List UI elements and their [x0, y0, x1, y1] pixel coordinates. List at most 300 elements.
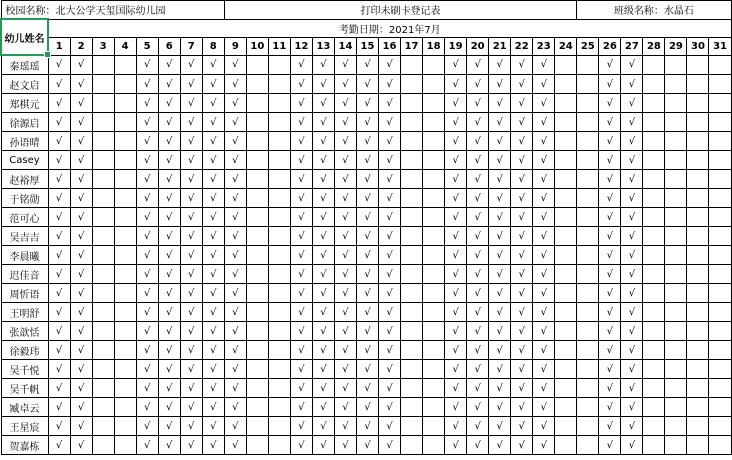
child-name-cell[interactable]: 贺嘉栋: [1, 436, 48, 455]
check-mark-cell[interactable]: √: [334, 436, 356, 455]
empty-cell[interactable]: [555, 246, 577, 265]
check-mark-cell[interactable]: √: [158, 189, 180, 208]
empty-cell[interactable]: [114, 227, 136, 246]
empty-cell[interactable]: [665, 398, 687, 417]
empty-cell[interactable]: [577, 55, 599, 75]
empty-cell[interactable]: [555, 436, 577, 455]
empty-cell[interactable]: [643, 94, 665, 113]
empty-cell[interactable]: [401, 113, 423, 132]
check-mark-cell[interactable]: √: [224, 284, 246, 303]
check-mark-cell[interactable]: √: [445, 227, 467, 246]
day-header-21[interactable]: 21: [489, 37, 511, 55]
empty-cell[interactable]: [665, 341, 687, 360]
empty-cell[interactable]: [114, 170, 136, 189]
check-mark-cell[interactable]: √: [158, 75, 180, 94]
empty-cell[interactable]: [665, 379, 687, 398]
check-mark-cell[interactable]: √: [489, 113, 511, 132]
check-mark-cell[interactable]: √: [312, 246, 334, 265]
check-mark-cell[interactable]: √: [158, 208, 180, 227]
child-name-cell[interactable]: 徐源启: [1, 113, 48, 132]
check-mark-cell[interactable]: √: [334, 341, 356, 360]
empty-cell[interactable]: [555, 55, 577, 75]
empty-cell[interactable]: [687, 436, 709, 455]
day-header-6[interactable]: 6: [158, 37, 180, 55]
check-mark-cell[interactable]: √: [70, 303, 92, 322]
check-mark-cell[interactable]: √: [202, 265, 224, 284]
empty-cell[interactable]: [687, 227, 709, 246]
check-mark-cell[interactable]: √: [158, 170, 180, 189]
check-mark-cell[interactable]: √: [158, 55, 180, 75]
check-mark-cell[interactable]: √: [136, 341, 158, 360]
empty-cell[interactable]: [687, 208, 709, 227]
day-header-18[interactable]: 18: [423, 37, 445, 55]
empty-cell[interactable]: [577, 227, 599, 246]
check-mark-cell[interactable]: √: [445, 170, 467, 189]
check-mark-cell[interactable]: √: [511, 189, 533, 208]
check-mark-cell[interactable]: √: [511, 55, 533, 75]
check-mark-cell[interactable]: √: [70, 360, 92, 379]
empty-cell[interactable]: [709, 417, 731, 436]
empty-cell[interactable]: [643, 151, 665, 170]
check-mark-cell[interactable]: √: [356, 208, 378, 227]
empty-cell[interactable]: [665, 265, 687, 284]
empty-cell[interactable]: [92, 360, 114, 379]
check-mark-cell[interactable]: √: [467, 436, 489, 455]
empty-cell[interactable]: [555, 132, 577, 151]
check-mark-cell[interactable]: √: [533, 436, 555, 455]
check-mark-cell[interactable]: √: [445, 398, 467, 417]
empty-cell[interactable]: [423, 322, 445, 341]
empty-cell[interactable]: [401, 75, 423, 94]
check-mark-cell[interactable]: √: [224, 208, 246, 227]
check-mark-cell[interactable]: √: [158, 227, 180, 246]
empty-cell[interactable]: [268, 436, 290, 455]
check-mark-cell[interactable]: √: [356, 113, 378, 132]
check-mark-cell[interactable]: √: [489, 170, 511, 189]
empty-cell[interactable]: [555, 379, 577, 398]
check-mark-cell[interactable]: √: [290, 246, 312, 265]
check-mark-cell[interactable]: √: [70, 227, 92, 246]
check-mark-cell[interactable]: √: [48, 151, 70, 170]
check-mark-cell[interactable]: √: [136, 75, 158, 94]
check-mark-cell[interactable]: √: [70, 379, 92, 398]
day-header-29[interactable]: 29: [665, 37, 687, 55]
check-mark-cell[interactable]: √: [599, 132, 621, 151]
check-mark-cell[interactable]: √: [290, 208, 312, 227]
day-header-31[interactable]: 31: [709, 37, 731, 55]
check-mark-cell[interactable]: √: [70, 398, 92, 417]
check-mark-cell[interactable]: √: [48, 94, 70, 113]
check-mark-cell[interactable]: √: [312, 379, 334, 398]
empty-cell[interactable]: [268, 398, 290, 417]
empty-cell[interactable]: [555, 227, 577, 246]
check-mark-cell[interactable]: √: [180, 132, 202, 151]
check-mark-cell[interactable]: √: [334, 303, 356, 322]
check-mark-cell[interactable]: √: [334, 322, 356, 341]
check-mark-cell[interactable]: √: [48, 341, 70, 360]
empty-cell[interactable]: [577, 436, 599, 455]
check-mark-cell[interactable]: √: [180, 151, 202, 170]
check-mark-cell[interactable]: √: [70, 417, 92, 436]
check-mark-cell[interactable]: √: [158, 436, 180, 455]
check-mark-cell[interactable]: √: [489, 417, 511, 436]
day-header-23[interactable]: 23: [533, 37, 555, 55]
check-mark-cell[interactable]: √: [136, 417, 158, 436]
empty-cell[interactable]: [423, 360, 445, 379]
check-mark-cell[interactable]: √: [158, 360, 180, 379]
check-mark-cell[interactable]: √: [136, 208, 158, 227]
empty-cell[interactable]: [114, 379, 136, 398]
check-mark-cell[interactable]: √: [599, 113, 621, 132]
empty-cell[interactable]: [268, 341, 290, 360]
check-mark-cell[interactable]: √: [70, 170, 92, 189]
day-header-2[interactable]: 2: [70, 37, 92, 55]
check-mark-cell[interactable]: √: [48, 55, 70, 75]
check-mark-cell[interactable]: √: [224, 436, 246, 455]
check-mark-cell[interactable]: √: [599, 208, 621, 227]
child-name-cell[interactable]: 王明舒: [1, 303, 48, 322]
check-mark-cell[interactable]: √: [489, 227, 511, 246]
check-mark-cell[interactable]: √: [48, 398, 70, 417]
check-mark-cell[interactable]: √: [379, 417, 401, 436]
check-mark-cell[interactable]: √: [356, 284, 378, 303]
empty-cell[interactable]: [709, 94, 731, 113]
empty-cell[interactable]: [687, 132, 709, 151]
check-mark-cell[interactable]: √: [467, 189, 489, 208]
check-mark-cell[interactable]: √: [290, 322, 312, 341]
check-mark-cell[interactable]: √: [312, 227, 334, 246]
empty-cell[interactable]: [709, 55, 731, 75]
check-mark-cell[interactable]: √: [489, 303, 511, 322]
day-header-19[interactable]: 19: [445, 37, 467, 55]
empty-cell[interactable]: [268, 55, 290, 75]
empty-cell[interactable]: [114, 132, 136, 151]
child-name-cell[interactable]: 赵文启: [1, 75, 48, 94]
empty-cell[interactable]: [423, 151, 445, 170]
check-mark-cell[interactable]: √: [202, 170, 224, 189]
empty-cell[interactable]: [92, 113, 114, 132]
day-header-1[interactable]: 1: [48, 37, 70, 55]
check-mark-cell[interactable]: √: [136, 246, 158, 265]
day-header-9[interactable]: 9: [224, 37, 246, 55]
day-header-14[interactable]: 14: [334, 37, 356, 55]
empty-cell[interactable]: [687, 398, 709, 417]
day-header-3[interactable]: 3: [92, 37, 114, 55]
check-mark-cell[interactable]: √: [356, 265, 378, 284]
check-mark-cell[interactable]: √: [621, 265, 643, 284]
empty-cell[interactable]: [709, 75, 731, 94]
check-mark-cell[interactable]: √: [48, 303, 70, 322]
check-mark-cell[interactable]: √: [136, 322, 158, 341]
check-mark-cell[interactable]: √: [467, 303, 489, 322]
check-mark-cell[interactable]: √: [467, 246, 489, 265]
empty-cell[interactable]: [709, 227, 731, 246]
check-mark-cell[interactable]: √: [599, 55, 621, 75]
empty-cell[interactable]: [246, 75, 268, 94]
empty-cell[interactable]: [401, 132, 423, 151]
empty-cell[interactable]: [643, 322, 665, 341]
check-mark-cell[interactable]: √: [312, 208, 334, 227]
empty-cell[interactable]: [709, 113, 731, 132]
empty-cell[interactable]: [665, 189, 687, 208]
check-mark-cell[interactable]: √: [445, 55, 467, 75]
empty-cell[interactable]: [92, 284, 114, 303]
check-mark-cell[interactable]: √: [445, 94, 467, 113]
check-mark-cell[interactable]: √: [136, 436, 158, 455]
check-mark-cell[interactable]: √: [445, 341, 467, 360]
check-mark-cell[interactable]: √: [379, 379, 401, 398]
empty-cell[interactable]: [665, 246, 687, 265]
check-mark-cell[interactable]: √: [379, 55, 401, 75]
check-mark-cell[interactable]: √: [312, 398, 334, 417]
check-mark-cell[interactable]: √: [533, 284, 555, 303]
check-mark-cell[interactable]: √: [599, 265, 621, 284]
check-mark-cell[interactable]: √: [334, 417, 356, 436]
empty-cell[interactable]: [577, 379, 599, 398]
empty-cell[interactable]: [114, 75, 136, 94]
empty-cell[interactable]: [268, 379, 290, 398]
empty-cell[interactable]: [555, 75, 577, 94]
check-mark-cell[interactable]: √: [202, 227, 224, 246]
check-mark-cell[interactable]: √: [379, 436, 401, 455]
check-mark-cell[interactable]: √: [356, 227, 378, 246]
check-mark-cell[interactable]: √: [202, 208, 224, 227]
check-mark-cell[interactable]: √: [599, 436, 621, 455]
check-mark-cell[interactable]: √: [202, 75, 224, 94]
check-mark-cell[interactable]: √: [158, 322, 180, 341]
check-mark-cell[interactable]: √: [356, 151, 378, 170]
check-mark-cell[interactable]: √: [445, 189, 467, 208]
check-mark-cell[interactable]: √: [533, 189, 555, 208]
empty-cell[interactable]: [268, 360, 290, 379]
child-name-cell[interactable]: 秦瑶瑶: [1, 55, 48, 75]
empty-cell[interactable]: [709, 208, 731, 227]
check-mark-cell[interactable]: √: [224, 151, 246, 170]
check-mark-cell[interactable]: √: [445, 360, 467, 379]
check-mark-cell[interactable]: √: [48, 284, 70, 303]
check-mark-cell[interactable]: √: [334, 379, 356, 398]
check-mark-cell[interactable]: √: [290, 284, 312, 303]
check-mark-cell[interactable]: √: [180, 113, 202, 132]
check-mark-cell[interactable]: √: [48, 417, 70, 436]
check-mark-cell[interactable]: √: [511, 94, 533, 113]
check-mark-cell[interactable]: √: [467, 113, 489, 132]
empty-cell[interactable]: [577, 265, 599, 284]
check-mark-cell[interactable]: √: [136, 398, 158, 417]
check-mark-cell[interactable]: √: [511, 417, 533, 436]
empty-cell[interactable]: [401, 379, 423, 398]
check-mark-cell[interactable]: √: [599, 398, 621, 417]
empty-cell[interactable]: [687, 94, 709, 113]
empty-cell[interactable]: [709, 170, 731, 189]
empty-cell[interactable]: [268, 75, 290, 94]
empty-cell[interactable]: [423, 189, 445, 208]
empty-cell[interactable]: [423, 379, 445, 398]
check-mark-cell[interactable]: √: [48, 360, 70, 379]
day-header-10[interactable]: 10: [246, 37, 268, 55]
check-mark-cell[interactable]: √: [511, 208, 533, 227]
check-mark-cell[interactable]: √: [533, 113, 555, 132]
check-mark-cell[interactable]: √: [312, 341, 334, 360]
empty-cell[interactable]: [687, 417, 709, 436]
check-mark-cell[interactable]: √: [290, 94, 312, 113]
empty-cell[interactable]: [268, 208, 290, 227]
check-mark-cell[interactable]: √: [445, 322, 467, 341]
check-mark-cell[interactable]: √: [533, 94, 555, 113]
check-mark-cell[interactable]: √: [334, 398, 356, 417]
check-mark-cell[interactable]: √: [180, 436, 202, 455]
empty-cell[interactable]: [268, 189, 290, 208]
check-mark-cell[interactable]: √: [621, 246, 643, 265]
check-mark-cell[interactable]: √: [334, 227, 356, 246]
empty-cell[interactable]: [709, 151, 731, 170]
check-mark-cell[interactable]: √: [467, 170, 489, 189]
check-mark-cell[interactable]: √: [312, 436, 334, 455]
check-mark-cell[interactable]: √: [467, 151, 489, 170]
check-mark-cell[interactable]: √: [379, 170, 401, 189]
check-mark-cell[interactable]: √: [356, 55, 378, 75]
empty-cell[interactable]: [246, 55, 268, 75]
check-mark-cell[interactable]: √: [445, 132, 467, 151]
empty-cell[interactable]: [401, 151, 423, 170]
empty-cell[interactable]: [92, 170, 114, 189]
empty-cell[interactable]: [114, 113, 136, 132]
check-mark-cell[interactable]: √: [511, 341, 533, 360]
check-mark-cell[interactable]: √: [334, 113, 356, 132]
check-mark-cell[interactable]: √: [290, 189, 312, 208]
child-name-cell[interactable]: 周忻语: [1, 284, 48, 303]
empty-cell[interactable]: [114, 341, 136, 360]
empty-cell[interactable]: [246, 322, 268, 341]
empty-cell[interactable]: [709, 379, 731, 398]
check-mark-cell[interactable]: √: [533, 55, 555, 75]
child-name-cell[interactable]: 李晨曦: [1, 246, 48, 265]
empty-cell[interactable]: [709, 303, 731, 322]
empty-cell[interactable]: [555, 284, 577, 303]
check-mark-cell[interactable]: √: [467, 360, 489, 379]
check-mark-cell[interactable]: √: [70, 189, 92, 208]
empty-cell[interactable]: [665, 151, 687, 170]
empty-cell[interactable]: [246, 132, 268, 151]
check-mark-cell[interactable]: √: [312, 284, 334, 303]
check-mark-cell[interactable]: √: [379, 113, 401, 132]
empty-cell[interactable]: [423, 246, 445, 265]
check-mark-cell[interactable]: √: [356, 322, 378, 341]
check-mark-cell[interactable]: √: [312, 55, 334, 75]
check-mark-cell[interactable]: √: [70, 132, 92, 151]
empty-cell[interactable]: [555, 189, 577, 208]
class-name-cell[interactable]: 班级名称：水晶石: [577, 1, 731, 20]
check-mark-cell[interactable]: √: [356, 398, 378, 417]
check-mark-cell[interactable]: √: [202, 189, 224, 208]
empty-cell[interactable]: [401, 284, 423, 303]
check-mark-cell[interactable]: √: [290, 75, 312, 94]
check-mark-cell[interactable]: √: [511, 170, 533, 189]
check-mark-cell[interactable]: √: [356, 379, 378, 398]
check-mark-cell[interactable]: √: [224, 417, 246, 436]
check-mark-cell[interactable]: √: [356, 170, 378, 189]
check-mark-cell[interactable]: √: [48, 208, 70, 227]
empty-cell[interactable]: [401, 189, 423, 208]
empty-cell[interactable]: [665, 94, 687, 113]
check-mark-cell[interactable]: √: [290, 341, 312, 360]
day-header-8[interactable]: 8: [202, 37, 224, 55]
check-mark-cell[interactable]: √: [180, 94, 202, 113]
check-mark-cell[interactable]: √: [489, 55, 511, 75]
check-mark-cell[interactable]: √: [511, 360, 533, 379]
empty-cell[interactable]: [401, 170, 423, 189]
check-mark-cell[interactable]: √: [621, 322, 643, 341]
day-header-7[interactable]: 7: [180, 37, 202, 55]
empty-cell[interactable]: [687, 113, 709, 132]
check-mark-cell[interactable]: √: [70, 208, 92, 227]
empty-cell[interactable]: [665, 55, 687, 75]
check-mark-cell[interactable]: √: [379, 322, 401, 341]
empty-cell[interactable]: [401, 417, 423, 436]
empty-cell[interactable]: [114, 417, 136, 436]
empty-cell[interactable]: [246, 113, 268, 132]
empty-cell[interactable]: [423, 284, 445, 303]
empty-cell[interactable]: [687, 360, 709, 379]
day-header-5[interactable]: 5: [136, 37, 158, 55]
check-mark-cell[interactable]: √: [533, 75, 555, 94]
empty-cell[interactable]: [643, 436, 665, 455]
empty-cell[interactable]: [268, 284, 290, 303]
check-mark-cell[interactable]: √: [511, 151, 533, 170]
check-mark-cell[interactable]: √: [224, 227, 246, 246]
empty-cell[interactable]: [401, 436, 423, 455]
empty-cell[interactable]: [268, 113, 290, 132]
empty-cell[interactable]: [423, 75, 445, 94]
check-mark-cell[interactable]: √: [312, 113, 334, 132]
empty-cell[interactable]: [246, 227, 268, 246]
check-mark-cell[interactable]: √: [180, 303, 202, 322]
empty-cell[interactable]: [423, 436, 445, 455]
check-mark-cell[interactable]: √: [467, 341, 489, 360]
check-mark-cell[interactable]: √: [379, 94, 401, 113]
check-mark-cell[interactable]: √: [445, 75, 467, 94]
empty-cell[interactable]: [401, 55, 423, 75]
day-header-4[interactable]: 4: [114, 37, 136, 55]
empty-cell[interactable]: [555, 398, 577, 417]
check-mark-cell[interactable]: √: [136, 132, 158, 151]
empty-cell[interactable]: [577, 113, 599, 132]
check-mark-cell[interactable]: √: [290, 151, 312, 170]
day-header-13[interactable]: 13: [312, 37, 334, 55]
check-mark-cell[interactable]: √: [334, 75, 356, 94]
check-mark-cell[interactable]: √: [467, 284, 489, 303]
empty-cell[interactable]: [665, 303, 687, 322]
check-mark-cell[interactable]: √: [599, 341, 621, 360]
check-mark-cell[interactable]: √: [48, 113, 70, 132]
check-mark-cell[interactable]: √: [356, 417, 378, 436]
check-mark-cell[interactable]: √: [224, 75, 246, 94]
check-mark-cell[interactable]: √: [224, 55, 246, 75]
day-header-17[interactable]: 17: [401, 37, 423, 55]
check-mark-cell[interactable]: √: [356, 360, 378, 379]
check-mark-cell[interactable]: √: [224, 189, 246, 208]
empty-cell[interactable]: [92, 75, 114, 94]
check-mark-cell[interactable]: √: [158, 303, 180, 322]
check-mark-cell[interactable]: √: [290, 379, 312, 398]
empty-cell[interactable]: [92, 398, 114, 417]
empty-cell[interactable]: [268, 227, 290, 246]
check-mark-cell[interactable]: √: [334, 151, 356, 170]
check-mark-cell[interactable]: √: [533, 322, 555, 341]
check-mark-cell[interactable]: √: [334, 170, 356, 189]
check-mark-cell[interactable]: √: [621, 132, 643, 151]
empty-cell[interactable]: [246, 246, 268, 265]
